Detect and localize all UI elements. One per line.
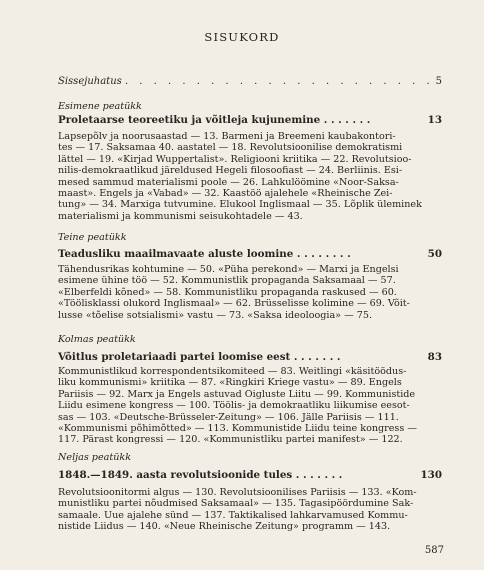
chapter-3-line: Kommunistlikud korrespondentsikomiteed — 83. Weitlingi «käsitöödus- [58, 366, 407, 377]
chapter-1-line: mesed sammud materialismi poole — 26. Lahkulöömine «Noor-Saksa- [58, 176, 399, 188]
chapter-4-line: munistliku partei nõudmised Saksamaal» — 135. Tagasipöördumine Sak- [58, 498, 414, 510]
chapter-3-line: sas — 103. «Deutsche-Brüsseler-Zeitung» — 106. Jälle Pariisis — 111. [58, 411, 399, 423]
chapter-2-line: Tähendusrikas kohtumine — 50. «Püha perekond» — Marxi ja Engelsi [58, 264, 399, 275]
chapter-3-title-text: Võitlus proletariaadi partei loomise eest . . . . . . . [58, 351, 341, 363]
chapter-3-line: Pariisis — 92. Marx ja Engels astuvad Õigluste Liitu — 99. Kommunistide [58, 388, 416, 400]
chapter-3-page: 83 [427, 351, 442, 363]
chapter-4-line: samaale. Uue ajalehe sünd — 137. Taktikalised lahkarvamused Kommu- [58, 509, 408, 521]
chapter-3-line: 117. Pärast kongressi — 120. «Kommunistliku partei manifest» — 122. [58, 434, 403, 446]
chapter-1-line: tung» — 34. Marxiga tutvumine. Elukool Inglismaal — 35. Lõplik üleminek [58, 199, 422, 211]
page-number: 587 [424, 545, 444, 556]
chapter-3-line: liku kommunismi» kriitika — 87. «Ringkiri Kriege vastu» — 89. Engels [58, 377, 402, 389]
page-title: SISUKORD [204, 30, 280, 44]
chapter-1-line: nilis-demokraatlikud järeldused Hegeli filosoofiast — 24. Berliinis. Esi- [58, 165, 403, 177]
chapter-2-title-text: Teadusliku maailmavaate aluste loomine . . . . . . . . [58, 248, 351, 260]
chapter-3-body [58, 366, 442, 446]
chapter-4-title-text: 1848.—1849. aasta revolutsioonide tules . . . . . . . [58, 469, 343, 481]
chapter-4-body [58, 487, 442, 533]
chapter-1-page: 13 [427, 114, 442, 126]
chapter-1-line: tes — 17. Saksamaa 40. aastatel — 18. Revolutsioonilise demokratismi [58, 142, 403, 154]
chapter-2-page: 50 [427, 248, 442, 260]
chapter-4-page: 130 [420, 469, 442, 481]
chapter-4-line: nistide Liidus — 140. «Neue Rheinische Zeitung» programm — 143. [58, 521, 391, 533]
chapter-3-line: Liidu esimene kongress — 100. Töölis- ja demokraatliku liikumise eesot- [58, 400, 410, 412]
chapter-4-label: Neljas peatükk [58, 452, 132, 463]
chapter-1-line: lättel — 19. «Kirjad Wuppertalist». Religiooni kriitika — 22. Revolutsioo- [58, 153, 412, 165]
chapter-2-line: lusse «tõelise sotsialismi» vastu — 73. «Saksa ideoloogia» — 75. [58, 309, 372, 321]
chapter-2-title [58, 248, 442, 260]
chapter-1-title-text: Proletaarse teoreetiku ja võitleja kujunemine . . . . . . . [58, 114, 371, 126]
chapter-1-line: maast». Engels ja «Vabad» — 32. Kaastöö ajalehele «Rheinische Zei- [58, 188, 393, 200]
intro-label: Sissejuhatus [58, 76, 122, 87]
chapter-4-title [58, 469, 442, 481]
chapter-1-line: materialismi ja kommunismi seisukohtadele — 43. [58, 210, 303, 222]
chapter-2-body [58, 264, 442, 321]
toc-entry-intro [58, 76, 442, 87]
chapter-1-body [58, 131, 442, 222]
chapter-3-title [58, 351, 442, 363]
chapter-2-line: esimene ühine töö — 52. Kommunistlik propaganda Saksamaal — 57. [58, 275, 396, 287]
chapter-4-line: Revolutsioonitormi algus — 130. Revolutsioonilises Pariisis — 133. «Kom- [58, 487, 417, 498]
chapter-1-line: Lapsepõlv ja noorusaastad — 13. Barmeni ja Breemeni kaubakontori- [58, 131, 396, 142]
chapter-2-line: «Töölisklassi olukord Inglismaal» — 62. Brüsselisse kolimine — 69. Võit- [58, 298, 410, 310]
intro-dots: . . . . . . . . . . . . . . . . . . . . . . [124, 76, 434, 87]
chapter-2-line: «Elberfeldi kõned» — 58. Kommunistliku propaganda raskused — 60. [58, 286, 397, 298]
chapter-3-line: «Kommunismi põhimõtted» — 113. Kommunistide Liidu teine kongress — [58, 423, 417, 435]
intro-page: 5 [435, 76, 442, 87]
chapter-3-label: Kolmas peatükk [58, 334, 136, 345]
chapter-2-label: Teine peatükk [58, 232, 127, 243]
chapter-1-label: Esimene peatükk [58, 101, 142, 112]
chapter-1-title [58, 114, 442, 126]
